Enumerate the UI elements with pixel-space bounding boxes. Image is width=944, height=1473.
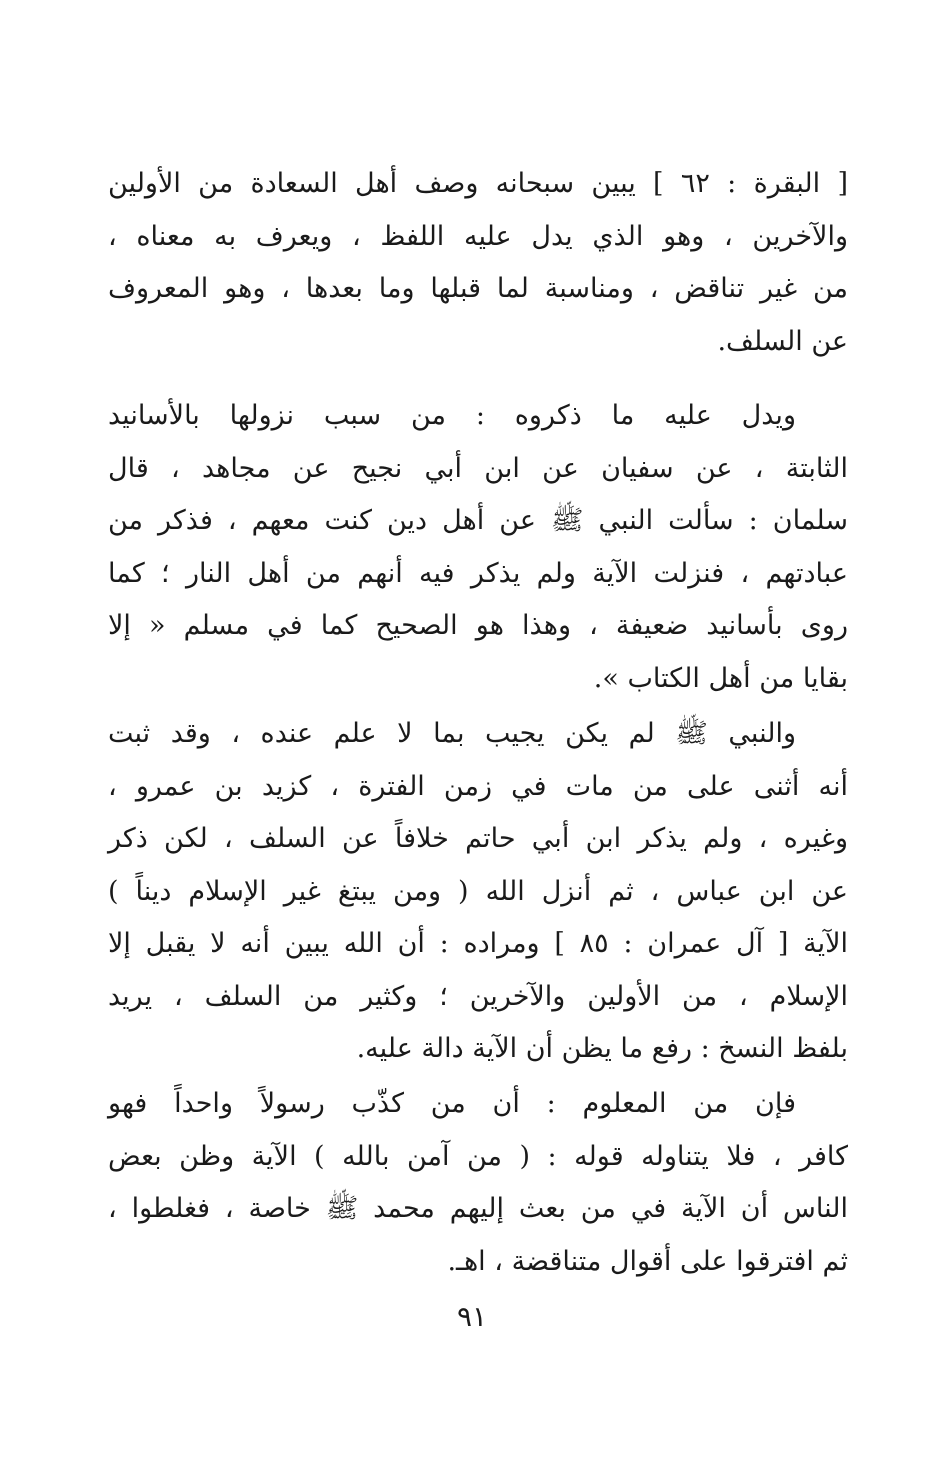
page-number: ٩١ [456, 1300, 488, 1333]
text-line: عن السلف. [717, 325, 848, 357]
text-line: فإن من المعلوم : أن من كذّب رسولاً واحداً فهو [108, 1088, 796, 1119]
paragraph-3 [108, 708, 848, 1076]
text-line: ويدل عليه ما ذكروه : من سبب نزولها بالأسانيد [108, 400, 796, 431]
text-line: عن ابن عباس ، ثم أنزل الله ( ومن يبتغ غير الإسلام ديناً ) [108, 875, 848, 907]
text-line: [ البقرة : ٦٢ ] يبين سبحانه وصف أهل السعادة من الأولين [108, 168, 848, 199]
text-line: عبادتهم ، فنزلت الآية ولم يذكر فيه أنهم من أهل النار ؛ كما [108, 557, 848, 589]
text-line: سلمان : سألت النبي ﷺ عن أهل دين كنت معهم ، فذكر من [108, 505, 848, 536]
text-line: كافر ، فلا يتناوله قوله : ( من آمن بالله ) الآية وظن بعض [108, 1140, 848, 1172]
paragraph-4 [108, 1078, 848, 1288]
text-line: الناس أن الآية في من بعث إليهم محمد ﷺ خاصة ، فغلطوا ، [108, 1193, 848, 1224]
text-line: أنه أثنى على من مات في زمن الفترة ، كزيد بن عمرو ، [108, 770, 848, 802]
text-line: الثابتة ، عن سفيان عن ابن أبي نجيح عن مجاهد ، قال [108, 452, 848, 484]
text-line: ثم افترقوا على أقوال متناقضة ، اهـ. [447, 1245, 848, 1277]
text-line: والآخرين ، وهو الذي يدل عليه اللفظ ، ويعرف به معناه ، [108, 220, 848, 252]
text-line: الإسلام ، من الأولين والآخرين ؛ وكثير من السلف ، يريد [108, 980, 848, 1012]
text-line: بلفظ النسخ : رفع ما يظن أن الآية دالة عليه. [356, 1033, 848, 1064]
text-line: من غير تناقض ، ومناسبة لما قبلها وما بعدها ، وهو المعروف [108, 273, 848, 304]
text-line: بقايا من أهل الكتاب ». [593, 662, 848, 694]
text-line: والنبي ﷺ لم يكن يجيب بما لا علم عنده ، وقد ثبت [108, 718, 796, 749]
text-line: روى بأسانيد ضعيفة ، وهذا هو الصحيح كما في مسلم « إلا [108, 610, 848, 641]
paragraph-2 [108, 390, 848, 705]
paragraph-1 [108, 158, 848, 368]
text-line: وغيره ، ولم يذكر ابن أبي حاتم خلافاً عن السلف ، لكن ذكر [108, 823, 848, 854]
text-line: الآية [ آل عمران : ٨٥ ] ومراده : أن الله يبين أنه لا يقبل إلا [108, 928, 849, 959]
